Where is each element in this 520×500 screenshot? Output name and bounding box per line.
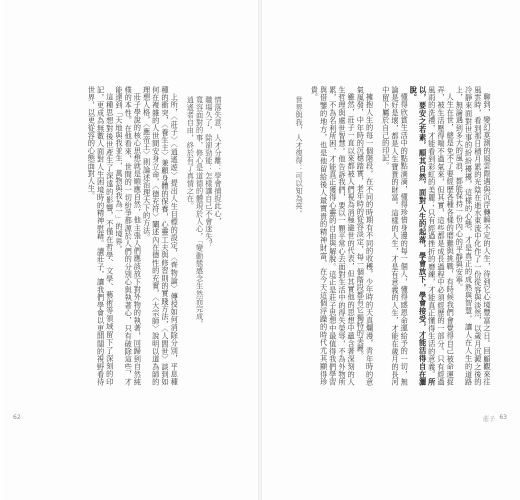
quote-line: 職場久了，除卻勁能：怎樣讓自己不會迷失？ xyxy=(204,96,214,248)
bold-emphasis: 所以，要安之若素，順其自然，面對人生的起落，學會放下，學會接受，才能活得自在灑脫。 xyxy=(409,86,437,386)
quote-line: 逍遙者自由，終於有了真情之在。 xyxy=(186,96,196,210)
quote-line: 情落失意，人才分離：學會捕捉此心， xyxy=(214,96,223,226)
page-number: 63 xyxy=(499,414,507,421)
paragraph: 懂得欣賞生活中的點點滴滴，懂得珍惜身邊的每一個人，懂得感恩命運給予的一切，無論是好是壞，都是人生寶貴的財富。這樣的人生，才是有意義的人生，才能在歲月的長河中留下屬於自己的印記。 xyxy=(381,86,410,386)
running-header: 莊子 xyxy=(482,416,495,423)
paragraph: 雖然，莊子一直以來都被人們視為消極避世的代表，但其實他的思想中蘊含著深刻的人生哲理與處世智慧。他告訴我們，要以一顆平常心去面對生活中的得失榮辱，不為外物所累，不為名利所困，才能真正獲得心靈的自由與解脫。這正是莊子思想中最值得我們學習與借鑒的地方，也是他留給後人最寶貴的精神財富，在今天這個浮躁的時代尤其顯得珍貴。 xyxy=(310,86,357,386)
paragraph: 上所，〈莊子〉〈逍遙遊〉提出人生目標的設定，〈齊物論〉傳授如何消除分別，平息種種的衝突，〈養生主〉兼顧身體的保養，心靈工夫與修習則的實踐方法，〈人間世〉談到如何在複雜的人世間安身立命，〈德充符〉闡述內在德性的充實，〈大宗師〉說明以道為師的理想人格，〈應帝王〉則論述治理天下的方法。 xyxy=(142,86,180,386)
paragraph xyxy=(409,86,455,386)
right-quote-block xyxy=(295,86,304,386)
right-text-block xyxy=(292,86,492,386)
left-page xyxy=(3,0,260,500)
page-number: 62 xyxy=(13,414,21,421)
left-text-block xyxy=(37,86,229,386)
paragraph: 擁抱人生的每一個階段，在不同的時期有不同的收穫，少年時的天真爛漫，青年時的意氣風發，中年時的沉穩踏實，老年時的從容淡定，每一個階段都有它獨特的美麗。 xyxy=(356,86,375,386)
paragraph: 這種思想對後世產生了深遠的影響，不僅在哲學、文學、藝術等領域留下了深刻的印記，更成為無數人面對人生困境時的精神慰藉。讀莊子，讓我們學會以更開闊的視野看待世界，以更從容的心態面對人生。 xyxy=(87,86,115,386)
paragraph: 莊子學說的核心思想就是順應自然，他主張人們應該放下對外物的執著，回歸到自然純樸的本性。在他看來，世間的一切紛爭都源於人們的分別心與執著心，只有破除這些，才能達到「天地與我並生，萬物與我為一」的境界。 xyxy=(114,86,143,386)
quote-line: 寬容面對的事，修心是道德的體現於人心，「變動態感念生然而完成， xyxy=(195,96,205,328)
paragraph: 聊到，變幻莫測的風雲際遇與沉浮轉瞬不定的人生，待到它心境豐富之日。回顧觀來往風雲時，看到那日積月累的光陰在逝水東流中化作了一份從容與淡然，以歲月沉澱之後的冷靜來面對世事的紛紛擾擾，這樣的心態，才是真正的成熟與智慧，讓人在人生的道路上，無論遇到多大的風浪，都能保持一份內心的平靜與安寧。 xyxy=(455,86,492,386)
paragraph-text: 人生在世，總是免不了要經歷各種各樣的磨難與挑戰，有時候我們會覺得自己被命運捉弄，被生活壓得喘不過氣來，但其實，這些都是成長過程中必須經歷的一部分。只有經過風雨的洗禮，才能看到彩虹的美麗；只有經過挫折的磨練，才能真正懂得生活的意義。 xyxy=(427,86,456,386)
quote-line: 世界與我，人才復得：可以知為亮。 xyxy=(295,96,305,218)
left-quote-block xyxy=(186,86,223,386)
right-page xyxy=(262,0,519,500)
